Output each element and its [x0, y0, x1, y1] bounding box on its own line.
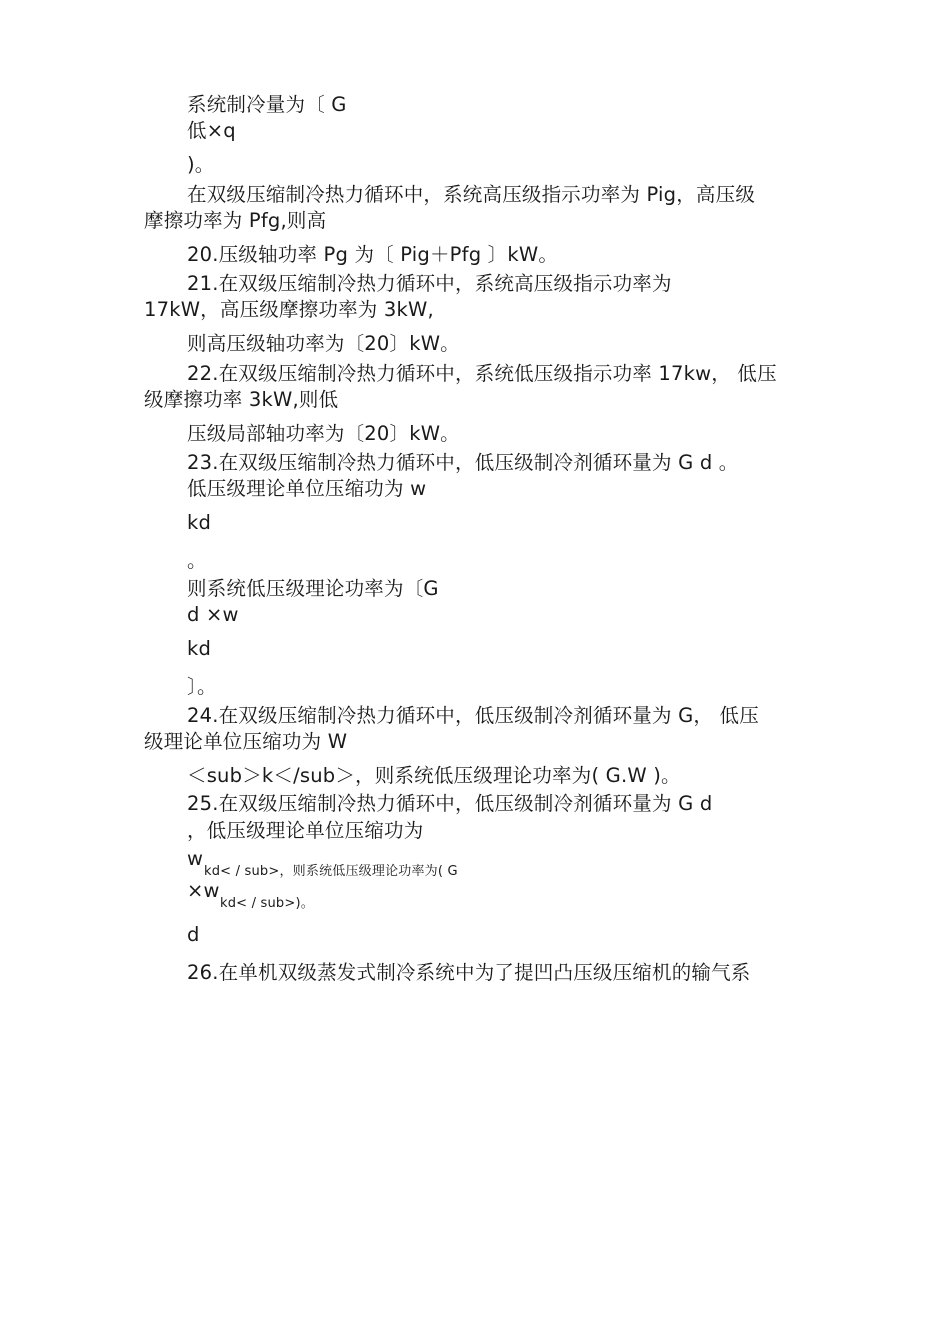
text-line: 压级局部轴功率为〔20〕kW。 [187, 422, 460, 445]
text-line: d [187, 923, 200, 946]
text-line: 25.在双级压缩制冷热力循环中，低压级制冷剂循环量为 G d [187, 792, 713, 815]
text-line: 低压级理论单位压缩功为 w [187, 477, 427, 500]
text-line: ×w [187, 879, 220, 902]
text-line: 。 [187, 549, 207, 572]
text-line: 23.在双级压缩制冷热力循环中，低压级制冷剂循环量为 G d 。 [187, 451, 739, 474]
text-line: 〕。 [187, 675, 217, 698]
text-line: kd< / sub>，则系统低压级理论功率为( G [204, 864, 458, 879]
text-line: 低×q [187, 119, 236, 142]
text-line: kd< / sub>)。 [220, 896, 314, 911]
text-line: 21.在双级压缩制冷热力循环中，系统高压级指示功率为 [187, 272, 672, 295]
text-line: )。 [187, 153, 215, 176]
text-line: d ×w [187, 603, 239, 626]
text-line: 在双级压缩制冷热力循环中，系统高压级指示功率为 Pig，高压级 [187, 183, 756, 206]
text-line: 则系统低压级理论功率为〔G [187, 577, 439, 600]
text-line: 摩擦功率为 Pfg,则高 [144, 209, 327, 232]
text-line: 26.在单机双级蒸发式制冷系统中为了提凹凸压级压缩机的输气系 [187, 961, 751, 984]
text-line: 系统制冷量为〔 G [187, 93, 347, 116]
text-line: kd [187, 637, 212, 660]
text-line: 17kW，高压级摩擦功率为 3kW, [144, 298, 434, 321]
text-line: ，低压级理论单位压缩功为 [187, 819, 424, 842]
text-line: 级摩擦功率 3kW,则低 [144, 388, 339, 411]
text-line: ＜sub＞k＜/sub＞，则系统低压级理论功率为( G.W )。 [187, 764, 681, 787]
text-line: 则高压级轴功率为〔20〕kW。 [187, 332, 460, 355]
text-line: 级理论单位压缩功为 W [144, 730, 348, 753]
text-line: w [187, 847, 204, 870]
text-line: 20.压级轴功率 Pg 为〔 Pig＋Pfg 〕kW。 [187, 243, 559, 266]
text-line: 22.在双级压缩制冷热力循环中，系统低压级指示功率 17kw， 低压 [187, 362, 777, 385]
text-line: 24.在双级压缩制冷热力循环中，低压级制冷剂循环量为 G， 低压 [187, 704, 759, 727]
text-line: kd [187, 511, 212, 534]
